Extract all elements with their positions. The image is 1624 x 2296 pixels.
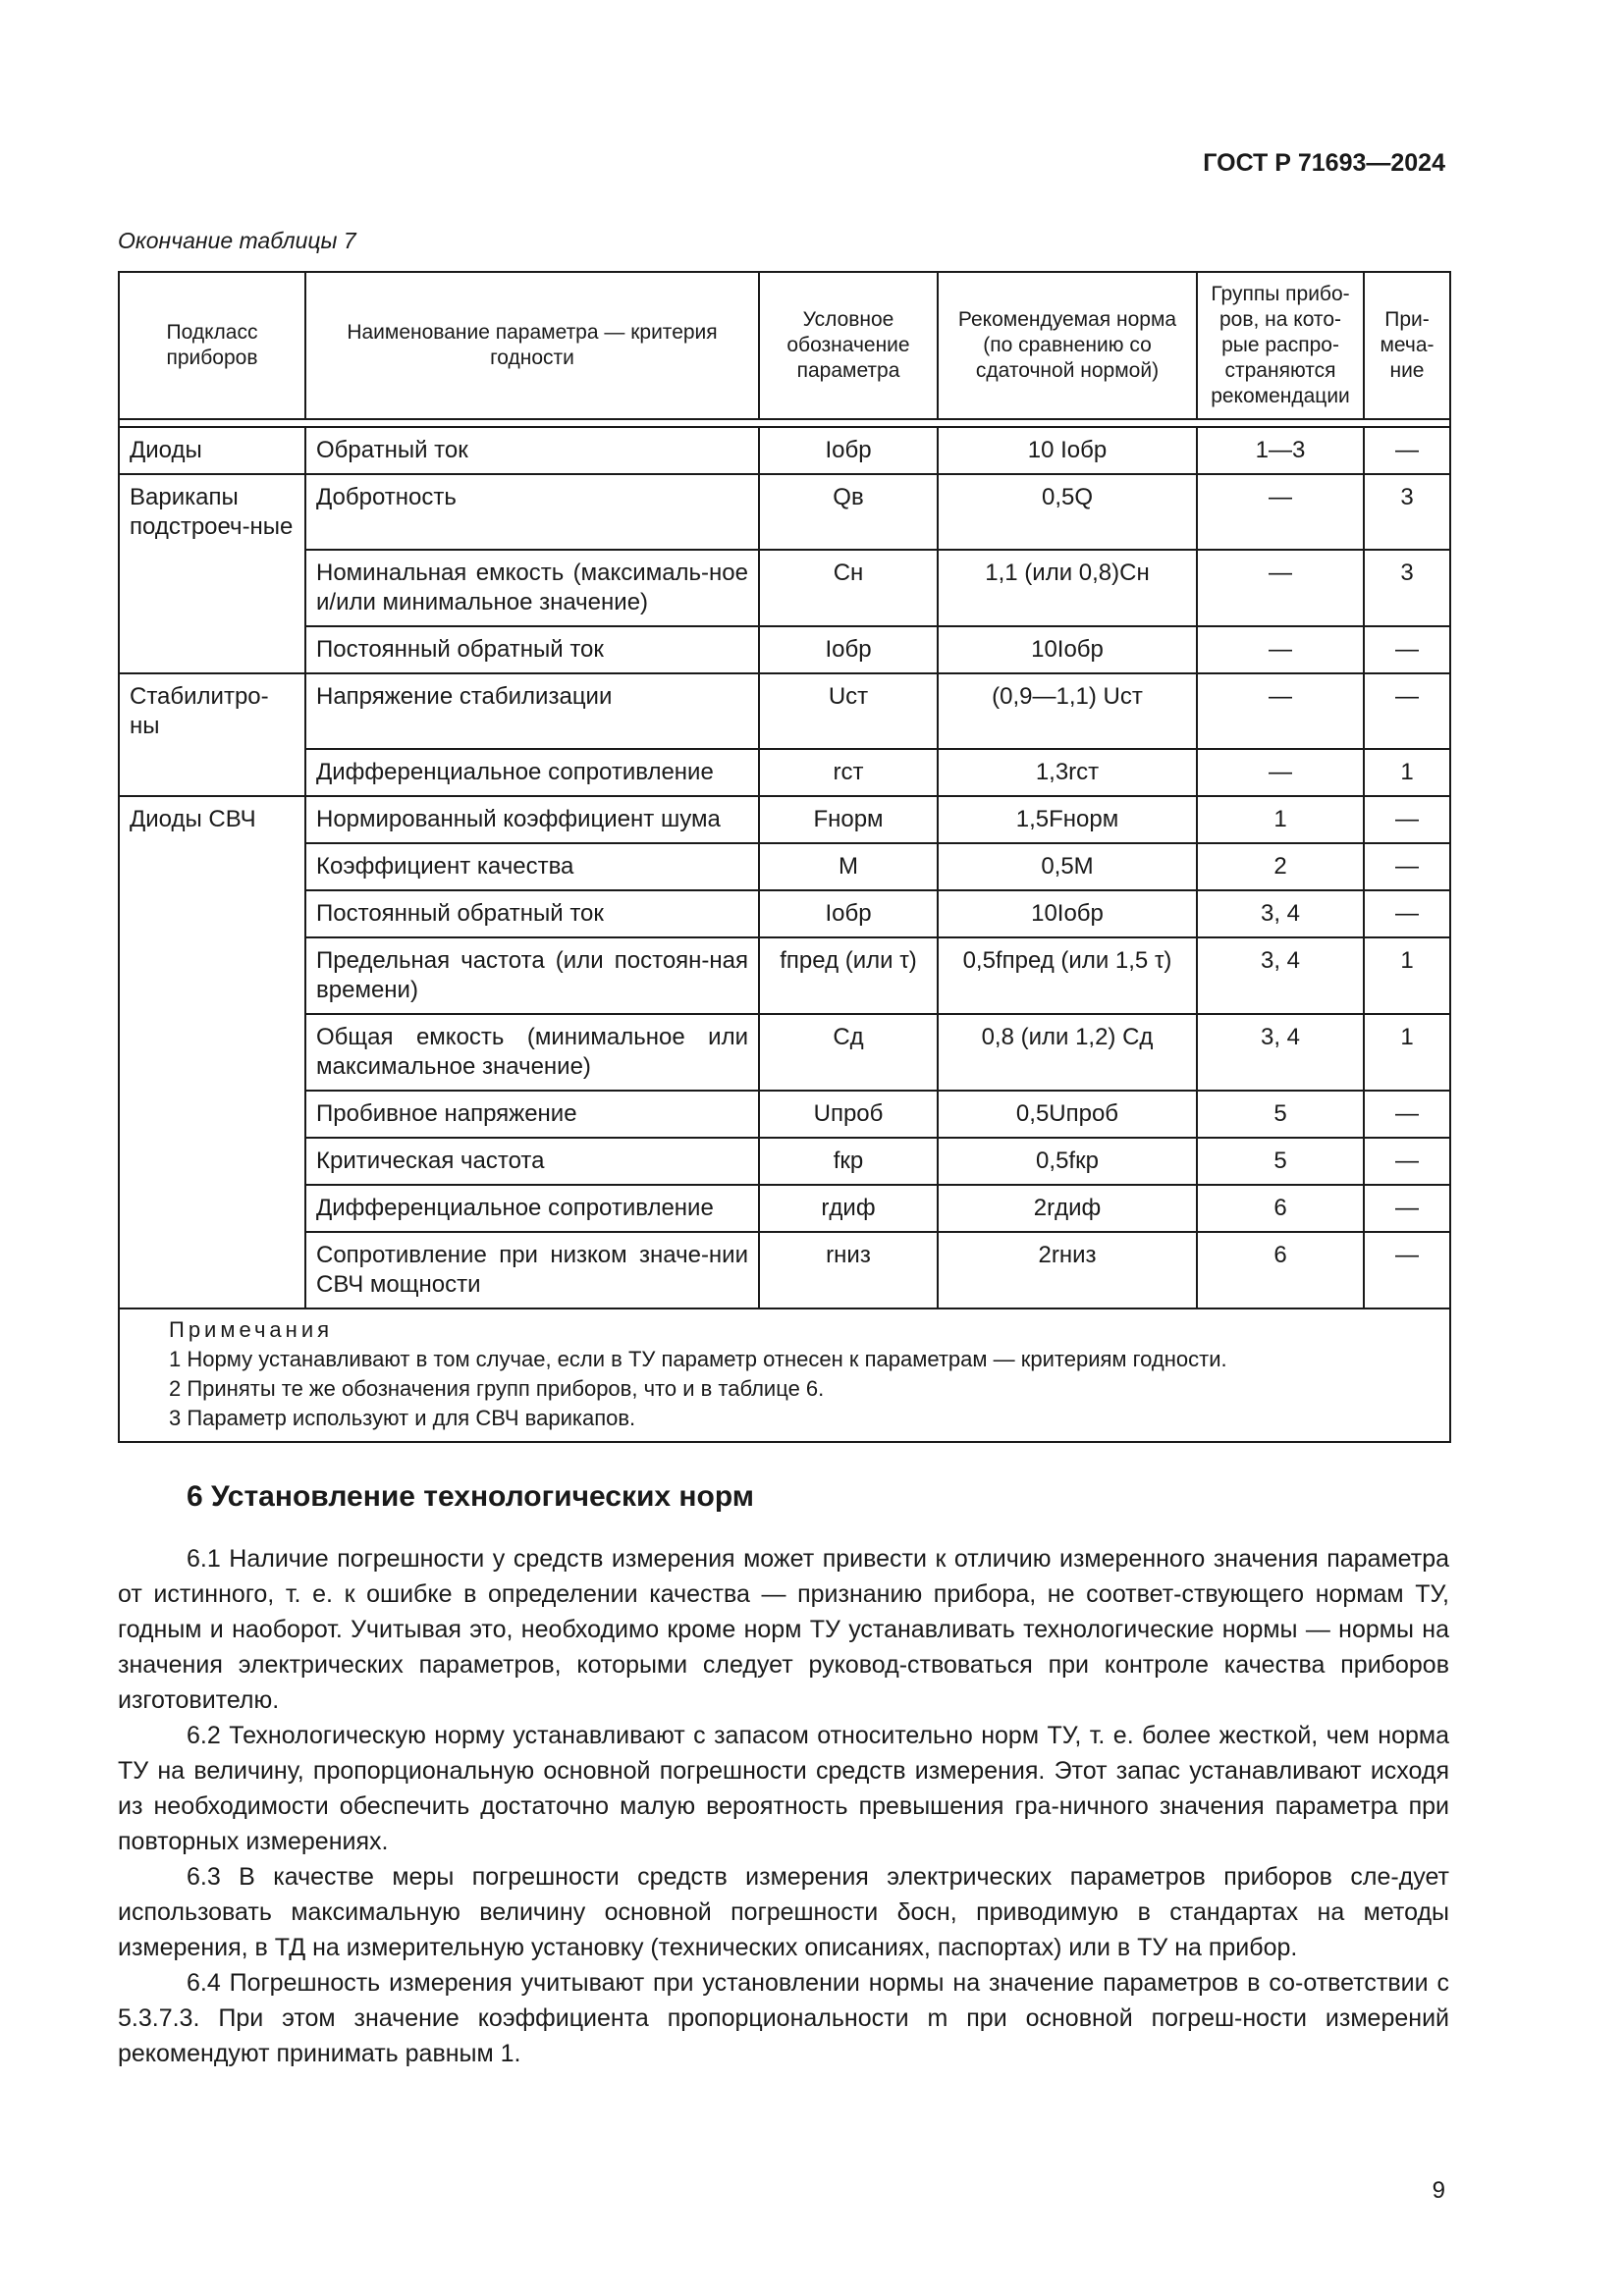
cell-name: Предельная частота (или постоян-ная времени) — [305, 937, 759, 1014]
table-notes — [119, 1308, 1450, 1442]
paragraph: 6.2 Технологическую норму устанавливают с запасом относительно норм ТУ, т. е. более жесткой, чем норма ТУ на величину, пропорциональную основной погрешности средств измерения. Этот запас устанавливают исходя из необходимости обеспечить достаточно малую вероятность превышения гра-ничного значения параметра при повторных измерениях. — [118, 1722, 1449, 1855]
cell-symbol: Cн — [759, 550, 938, 626]
table-row — [119, 427, 1450, 474]
cell-name: Дифференциальное сопротивление — [305, 1185, 759, 1232]
col-header-subclass: Подкласс приборов — [119, 272, 305, 419]
cell-note: — — [1364, 890, 1450, 937]
cell-subclass — [119, 1091, 305, 1138]
cell-name: Коэффициент качества — [305, 843, 759, 890]
cell-note: — — [1364, 1138, 1450, 1185]
cell-norm: 0,5M — [938, 843, 1197, 890]
cell-name: Общая емкость (минимальное или максимальное значение) — [305, 1014, 759, 1091]
cell-norm: 0,5fпред (или 1,5 τ) — [938, 937, 1197, 1014]
col-header-norm: Рекомендуемая норма (по сравнению со сдаточной нормой) — [938, 272, 1197, 419]
cell-symbol: Qв — [759, 474, 938, 550]
cell-groups: — — [1197, 474, 1364, 550]
note-item: 2 Приняты те же обозначения групп приборов, что и в таблице 6. — [169, 1376, 825, 1401]
note-item: 3 Параметр используют и для СВЧ варикапов. — [169, 1406, 636, 1430]
notes-title: Примечания — [169, 1317, 334, 1342]
cell-note: — — [1364, 626, 1450, 673]
table-notes-row — [119, 1308, 1450, 1442]
note-item: 1 Норму устанавливают в том случае, если в ТУ параметр отнесен к параметрам — критериям годности. — [169, 1347, 1227, 1371]
cell-groups: 5 — [1197, 1138, 1364, 1185]
cell-note: 1 — [1364, 1014, 1450, 1091]
cell-groups: 3, 4 — [1197, 1014, 1364, 1091]
header-gap — [119, 419, 1450, 427]
cell-symbol: Fнорм — [759, 796, 938, 843]
cell-groups: 3, 4 — [1197, 937, 1364, 1014]
cell-symbol: Iобр — [759, 427, 938, 474]
table-header-row — [119, 272, 1450, 419]
cell-symbol: Uст — [759, 673, 938, 749]
cell-symbol: fкр — [759, 1138, 938, 1185]
cell-subclass — [119, 890, 305, 937]
cell-note: 1 — [1364, 749, 1450, 796]
table-row — [119, 673, 1450, 749]
cell-subclass — [119, 1138, 305, 1185]
table-row — [119, 1014, 1450, 1091]
cell-subclass — [119, 1232, 305, 1308]
cell-note: — — [1364, 1232, 1450, 1308]
cell-symbol: rдиф — [759, 1185, 938, 1232]
cell-norm: 2rниз — [938, 1232, 1197, 1308]
paragraph: 6.4 Погрешность измерения учитывают при установлении нормы на значение параметров в со-ответствии с 5.3.7.3. При этом значение коэффициента пропорциональности m при основной погреш-ности измерений рекомендуют принимать равным 1. — [118, 1969, 1449, 2067]
cell-norm: 1,3rст — [938, 749, 1197, 796]
col-header-note: При-меча-ние — [1364, 272, 1450, 419]
cell-norm: 10 Iобр — [938, 427, 1197, 474]
cell-groups: 6 — [1197, 1185, 1364, 1232]
cell-groups: 1—3 — [1197, 427, 1364, 474]
cell-note: — — [1364, 796, 1450, 843]
cell-name: Критическая частота — [305, 1138, 759, 1185]
cell-groups: — — [1197, 550, 1364, 626]
table-row — [119, 843, 1450, 890]
cell-groups: 5 — [1197, 1091, 1364, 1138]
parameters-table — [118, 271, 1451, 1443]
col-header-symbol: Условное обозначение параметра — [759, 272, 938, 419]
table-row — [119, 626, 1450, 673]
cell-groups: 1 — [1197, 796, 1364, 843]
table-row — [119, 550, 1450, 626]
cell-norm: 2rдиф — [938, 1185, 1197, 1232]
table-row — [119, 1138, 1450, 1185]
table-row — [119, 1091, 1450, 1138]
table-caption: Окончание таблицы 7 — [118, 228, 356, 253]
cell-name: Номинальная емкость (максималь-ное и/или минимальное значение) — [305, 550, 759, 626]
cell-name: Обратный ток — [305, 427, 759, 474]
cell-name: Постоянный обратный ток — [305, 626, 759, 673]
table-row — [119, 749, 1450, 796]
cell-norm: 1,1 (или 0,8)Cн — [938, 550, 1197, 626]
cell-name: Напряжение стабилизации — [305, 673, 759, 749]
cell-norm: 0,5fкр — [938, 1138, 1197, 1185]
cell-symbol: Cд — [759, 1014, 938, 1091]
cell-subclass — [119, 1014, 305, 1091]
cell-subclass: Диоды СВЧ — [119, 796, 305, 843]
cell-note: — — [1364, 673, 1450, 749]
paragraph: 6.1 Наличие погрешности у средств измерения может привести к отличию измеренного значения параметра от истинного, т. е. к ошибке в определении качества — признанию прибора, не соответ-ствующего нормам ТУ, годным и наоборот. Учитывая это, необходимо кроме норм ТУ устанавливать технологические нормы — нормы на значения электрических параметров, которыми следует руковод-ствоваться при контроле качества приборов изготовителю. — [118, 1545, 1449, 1714]
table-row — [119, 1185, 1450, 1232]
cell-name: Сопротивление при низком значе-нии СВЧ мощности — [305, 1232, 759, 1308]
cell-norm: 0,8 (или 1,2) Cд — [938, 1014, 1197, 1091]
table-row — [119, 1232, 1450, 1308]
cell-groups: — — [1197, 673, 1364, 749]
col-header-name: Наименование параметра — критерия годности — [305, 272, 759, 419]
cell-subclass — [119, 626, 305, 673]
cell-symbol: rниз — [759, 1232, 938, 1308]
table-row — [119, 890, 1450, 937]
cell-name: Нормированный коэффициент шума — [305, 796, 759, 843]
cell-name: Добротность — [305, 474, 759, 550]
cell-name: Постоянный обратный ток — [305, 890, 759, 937]
cell-subclass: Диоды — [119, 427, 305, 474]
section-body — [118, 1541, 1449, 2071]
cell-symbol: Iобр — [759, 626, 938, 673]
cell-name: Пробивное напряжение — [305, 1091, 759, 1138]
cell-subclass — [119, 1185, 305, 1232]
cell-symbol: rст — [759, 749, 938, 796]
cell-note: 3 — [1364, 550, 1450, 626]
cell-note: 1 — [1364, 937, 1450, 1014]
cell-norm: 1,5Fнорм — [938, 796, 1197, 843]
cell-subclass — [119, 550, 305, 626]
cell-note: — — [1364, 427, 1450, 474]
cell-subclass — [119, 843, 305, 890]
table-row — [119, 474, 1450, 550]
cell-groups: — — [1197, 749, 1364, 796]
cell-norm: 0,5Uпроб — [938, 1091, 1197, 1138]
cell-norm: 10Iобр — [938, 890, 1197, 937]
cell-groups: 2 — [1197, 843, 1364, 890]
cell-subclass: Стабилитро-ны — [119, 673, 305, 749]
table-row — [119, 937, 1450, 1014]
cell-groups: 3, 4 — [1197, 890, 1364, 937]
cell-note: 3 — [1364, 474, 1450, 550]
cell-norm: 0,5Q — [938, 474, 1197, 550]
cell-groups: — — [1197, 626, 1364, 673]
cell-groups: 6 — [1197, 1232, 1364, 1308]
cell-norm: (0,9—1,1) Uст — [938, 673, 1197, 749]
section-title: 6 Установление технологических норм — [187, 1480, 754, 1513]
cell-symbol: Uпроб — [759, 1091, 938, 1138]
cell-note: — — [1364, 843, 1450, 890]
col-header-groups: Группы прибо-ров, на кото-рые распро-страняются рекомендации — [1197, 272, 1364, 419]
cell-symbol: Iобр — [759, 890, 938, 937]
page-number: 9 — [1432, 2177, 1445, 2204]
cell-name: Дифференциальное сопротивление — [305, 749, 759, 796]
cell-note: — — [1364, 1091, 1450, 1138]
cell-symbol: fпред (или τ) — [759, 937, 938, 1014]
cell-norm: 10Iобр — [938, 626, 1197, 673]
table-row — [119, 796, 1450, 843]
cell-subclass — [119, 937, 305, 1014]
cell-symbol: M — [759, 843, 938, 890]
document-code: ГОСТ Р 71693—2024 — [1203, 149, 1445, 177]
paragraph: 6.3 В качестве меры погрешности средств измерения электрических параметров приборов сле-дует использовать максимальную величину основной погрешности δосн, приводимую в стандартах на методы измерения, в ТД на измерительную установку (технических описаниях, паспортах) или в ТУ на прибор. — [118, 1863, 1449, 1961]
cell-note: — — [1364, 1185, 1450, 1232]
cell-subclass — [119, 749, 305, 796]
cell-subclass: Варикапы подстроеч-ные — [119, 474, 305, 550]
